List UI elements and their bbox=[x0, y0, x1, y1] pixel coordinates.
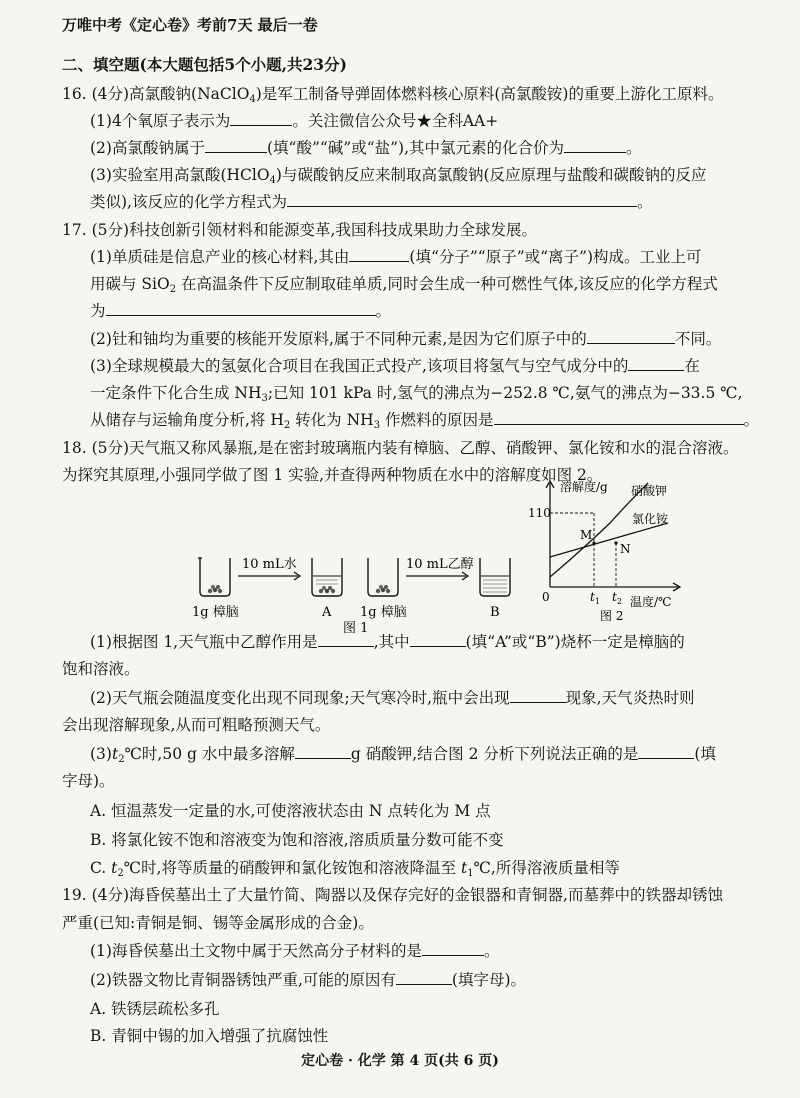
q16-line-2: (1)4个氧原子表示为 。关注微信公众号★全科AA+ bbox=[90, 112, 499, 130]
point-n-label: N bbox=[620, 542, 631, 556]
q17-line-6: (3)全球规模最大的氢氨化合项目在我国正式投产,该项目将氢气与空气成分中的 在 bbox=[90, 357, 700, 375]
x-axis-label: 温度/℃ bbox=[630, 595, 672, 609]
q17-line-8: 从储存与运输角度分析,将 $H_2$ 转化为 $NH_3$ 作燃料的原因是 。 bbox=[90, 411, 760, 431]
q17-line-2: (1)单质硅是信息产业的核心材料,其由 (填“分子”“原子”或“离子”)构成。工业上可 bbox=[90, 248, 702, 266]
q18-line-7: $(3)t_2℃$时,50 g 水中最多溶解 g 硝酸钾,结合图 2 分析下列说法正确的是 (填 bbox=[90, 745, 716, 765]
answer-blank[interactable] bbox=[422, 940, 484, 956]
q18-line-6: 会出现溶解现象,从而可粗略预测天气。 bbox=[62, 716, 331, 734]
answer-blank[interactable] bbox=[205, 137, 267, 153]
q19-option-a: A. 铁锈层疏松多孔 bbox=[90, 1000, 220, 1018]
q18-line-8: 字母)。 bbox=[62, 772, 115, 790]
q18-option-a: A. 恒温蒸发一定量的水,可使溶液状态由 N 点转化为 M 点 bbox=[90, 802, 491, 820]
answer-blank[interactable] bbox=[230, 110, 292, 126]
answer-blank[interactable] bbox=[295, 743, 351, 759]
beaker-b-label: B bbox=[490, 605, 500, 620]
answer-blank[interactable] bbox=[349, 246, 409, 262]
beaker-icon bbox=[198, 558, 230, 596]
answer-blank[interactable] bbox=[106, 300, 376, 316]
arrow-1-label: 10 mL水 bbox=[242, 557, 297, 572]
beaker-icon bbox=[480, 558, 510, 596]
q16-line-3: (2)高氯酸钠属于 (填“酸”“碱”或“盐”),其中氯元素的化合价为 。 bbox=[90, 139, 642, 157]
answer-blank[interactable] bbox=[287, 191, 637, 207]
figure-1-caption: 图 1 bbox=[343, 621, 369, 636]
q19-line-4: (2)铁器文物比青铜器锈蚀严重,可能的原因有 (填字母)。 bbox=[90, 971, 526, 989]
answer-blank[interactable] bbox=[564, 137, 626, 153]
beaker-a-label: A bbox=[322, 605, 332, 620]
q16-line-4: (3)实验室用高氯酸(HClO$_4$)与碳酸钠反应来制取高氯酸钠(反应原理与盐酸和碳酸钠的反应 bbox=[90, 166, 707, 186]
point-n bbox=[614, 541, 617, 544]
q17-line-1: 17. (5分)科技创新引领材料和能源变革,我国科技成果助力全球发展。 bbox=[62, 221, 537, 239]
point-m bbox=[592, 541, 595, 544]
q18-line-4: 饱和溶液。 bbox=[62, 660, 140, 678]
q16-line-1: 16. (4分)高氯酸钠(NaClO$_4$)是军工制备导弹固体燃料核心原料(高氯酸铵)的重要上游化工原料。 bbox=[62, 85, 724, 105]
q17-line-4: 为 。 bbox=[90, 302, 392, 320]
page-footer: 定心卷 · 化学 第 4 页(共 6 页) bbox=[301, 1053, 499, 1069]
beaker-icon bbox=[368, 558, 398, 596]
figure-2-solubility-chart bbox=[528, 477, 688, 627]
q17-line-3: 用碳与 SiO$_2$ 在高温条件下反应制取硅单质,同时会生成一种可燃性气体,该反应的化学方程式 bbox=[90, 275, 718, 295]
q19-line-1: 19. (4分)海昏侯墓出土了大量竹简、陶器以及保存完好的金银器和青铜器,而墓葬中的铁器却锈蚀 bbox=[62, 886, 723, 904]
series-nh4cl-label: 氯化铵 bbox=[632, 512, 669, 526]
y-tick-110: 110 bbox=[528, 506, 551, 520]
arrow-2-label: 10 mL乙醇 bbox=[406, 557, 474, 572]
series-kno3-label: 硝酸钾 bbox=[631, 484, 668, 498]
q17-line-5: (2)钍和铀均为重要的核能开发原料,属于不同种元素,是因为它们原子中的 不同。 bbox=[90, 330, 722, 348]
point-m-label: M bbox=[580, 528, 593, 542]
answer-blank[interactable] bbox=[587, 328, 675, 344]
section-title: 二、填空题(本大题包括5个小题,共23分) bbox=[62, 55, 347, 74]
q18-line-2: 为探究其原理,小强同学做了图 1 实验,并查得两种物质在水中的溶解度如图 2。 bbox=[62, 466, 603, 484]
q18-line-3: (1)根据图 1,天气瓶中乙醇作用是 ,其中 (填“A”或“B”)烧杯一定是樟脑的 bbox=[90, 633, 685, 651]
beaker-3-label: 1g 樟脑 bbox=[360, 605, 407, 620]
q18-line-5: (2)天气瓶会随温度变化出现不同现象;天气寒冷时,瓶中会出现 现象,天气炎热时则 bbox=[90, 689, 695, 707]
t2-label: $t_2$ bbox=[612, 590, 622, 606]
beaker-icon bbox=[312, 558, 342, 596]
answer-blank[interactable] bbox=[396, 969, 452, 985]
beaker-1-label: 1g 樟脑 bbox=[192, 605, 239, 620]
answer-blank[interactable] bbox=[510, 687, 566, 703]
q18-line-1: 18. (5分)天气瓶又称风暴瓶,是在密封玻璃瓶内装有樟脑、乙醇、硝酸钾、氯化铵和水的混合溶液。 bbox=[62, 439, 739, 457]
answer-blank[interactable] bbox=[638, 743, 694, 759]
answer-blank[interactable] bbox=[318, 631, 374, 647]
answer-blank[interactable] bbox=[410, 631, 466, 647]
q17-line-7: 一定条件下化合生成 $NH_3$;已知 101 kPa 时,氢气的沸点为−252.8 ℃,氨气的沸点为−33.5 ℃, bbox=[90, 384, 743, 404]
figure-1-experiment bbox=[180, 540, 520, 640]
q19-line-2: 严重(已知:青铜是铜、锡等金属形成的合金)。 bbox=[62, 914, 374, 932]
figure-2-caption: 图 2 bbox=[600, 609, 624, 623]
exam-header: 万唯中考《定心卷》考前7天 最后一卷 bbox=[62, 16, 318, 34]
q19-line-3: (1)海昏侯墓出土文物中属于天然高分子材料的是 。 bbox=[90, 942, 500, 960]
y-axis-label: 溶解度/g bbox=[560, 480, 608, 494]
q18-option-c: C. $t_2℃$时,将等质量的硝酸钾和氯化铵饱和溶液降温至 $t_1℃$,所得溶液质量相等 bbox=[90, 859, 620, 879]
q19-option-b: B. 青铜中锡的加入增强了抗腐蚀性 bbox=[90, 1027, 329, 1045]
q18-option-b: B. 将氯化铵不饱和溶液变为饱和溶液,溶质质量分数可能不变 bbox=[90, 831, 504, 849]
t1-label: $t_1$ bbox=[590, 590, 600, 606]
q16-line-5: 类似),该反应的化学方程式为 。 bbox=[90, 193, 653, 211]
answer-blank[interactable] bbox=[628, 355, 684, 371]
answer-blank[interactable] bbox=[494, 409, 744, 425]
origin-label: 0 bbox=[542, 590, 550, 604]
nh4cl-curve bbox=[550, 523, 668, 557]
